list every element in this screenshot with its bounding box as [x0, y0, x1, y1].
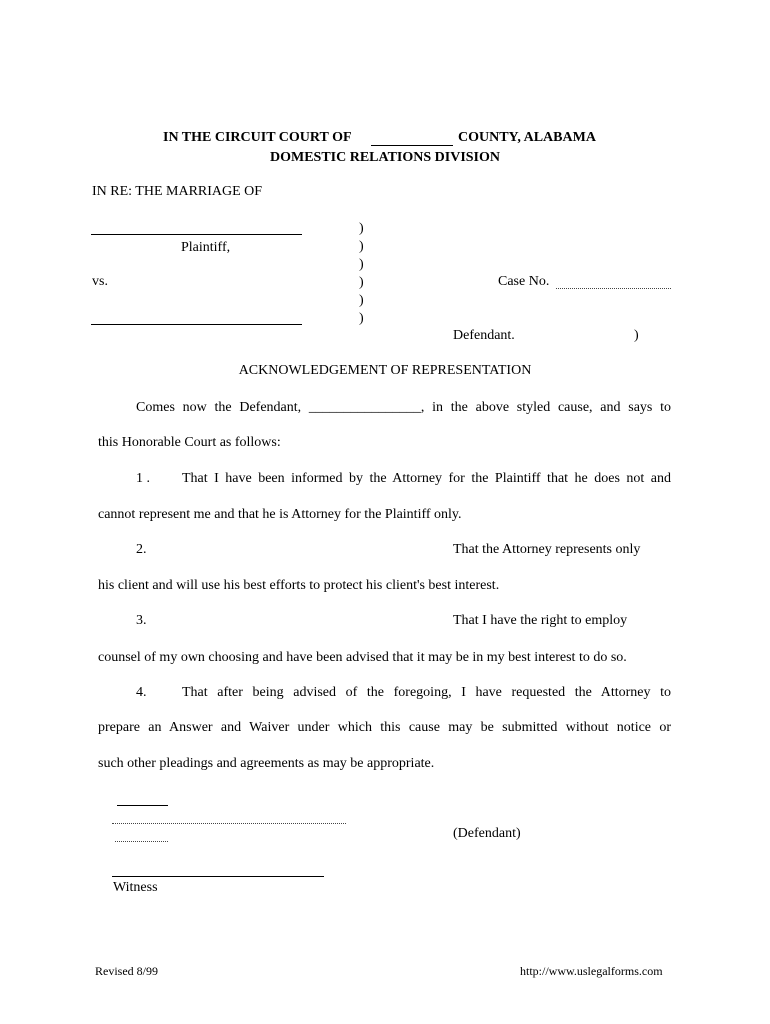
plaintiff-label: Plaintiff, — [181, 240, 231, 255]
item-1-line-2: cannot represent me and that he is Attorney for the Plaintiff only. — [98, 507, 462, 522]
plaintiff-name-blank[interactable] — [91, 234, 302, 235]
item-3-line-1: That I have the right to employ — [453, 613, 628, 628]
date-blank[interactable] — [117, 805, 168, 806]
item-number: 4. — [136, 685, 147, 700]
caption-paren: ) — [359, 257, 364, 272]
county-blank[interactable] — [371, 145, 453, 146]
defendant-label: Defendant. — [453, 328, 515, 343]
item-4-line-3: such other pleadings and agreements as may be appropriate. — [98, 756, 435, 771]
court-heading-suffix: COUNTY, ALABAMA — [458, 130, 596, 145]
item-number: 3. — [136, 613, 147, 628]
division-heading: DOMESTIC RELATIONS DIVISION — [269, 150, 500, 165]
case-no-blank[interactable] — [556, 288, 671, 289]
document-title: ACKNOWLEDGEMENT OF REPRESENTATION — [238, 363, 532, 378]
signature-short-line[interactable] — [115, 841, 168, 842]
revision-note: Revised 8/99 — [95, 964, 158, 978]
intro-line-2: this Honorable Court as follows: — [98, 435, 281, 450]
case-no-label: Case No. — [498, 274, 550, 289]
intro-line-1: Comes now the Defendant, ________________, in the above styled cause, and says to — [136, 400, 671, 415]
defendant-signature-label: (Defendant) — [453, 826, 521, 841]
defendant-name-blank[interactable] — [91, 324, 302, 325]
vs-label: vs. — [92, 274, 108, 289]
in-re-label: IN RE: THE MARRIAGE OF — [92, 184, 263, 199]
caption-paren: ) — [359, 311, 364, 326]
item-3-line-2: counsel of my own choosing and have been advised that it may be in my best interest to do so. — [98, 650, 627, 665]
source-url[interactable]: http://www.uslegalforms.com — [520, 964, 663, 978]
defendant-signature-line[interactable] — [112, 823, 346, 824]
caption-paren: ) — [359, 275, 364, 290]
item-1-line-1: That I have been informed by the Attorney for the Plaintiff that he does not and — [182, 471, 671, 486]
item-number: 2. — [136, 542, 147, 557]
item-4-line-2: prepare an Answer and Waiver under which this cause may be submitted without notice or — [98, 720, 671, 735]
caption-paren: ) — [359, 221, 364, 236]
caption-paren: ) — [359, 293, 364, 308]
caption-paren: ) — [359, 239, 364, 254]
item-2-line-2: his client and will use his best efforts to protect his client's best interest. — [98, 578, 500, 593]
item-4-line-1: That after being advised of the foregoing, I have requested the Attorney to — [182, 685, 671, 700]
item-number: 1 . — [136, 471, 150, 486]
court-heading-prefix: IN THE CIRCUIT COURT OF — [163, 130, 352, 145]
item-2-line-1: That the Attorney represents only — [453, 542, 641, 557]
witness-label: Witness — [113, 880, 158, 895]
witness-signature-line[interactable] — [112, 876, 324, 877]
caption-paren: ) — [634, 328, 639, 343]
